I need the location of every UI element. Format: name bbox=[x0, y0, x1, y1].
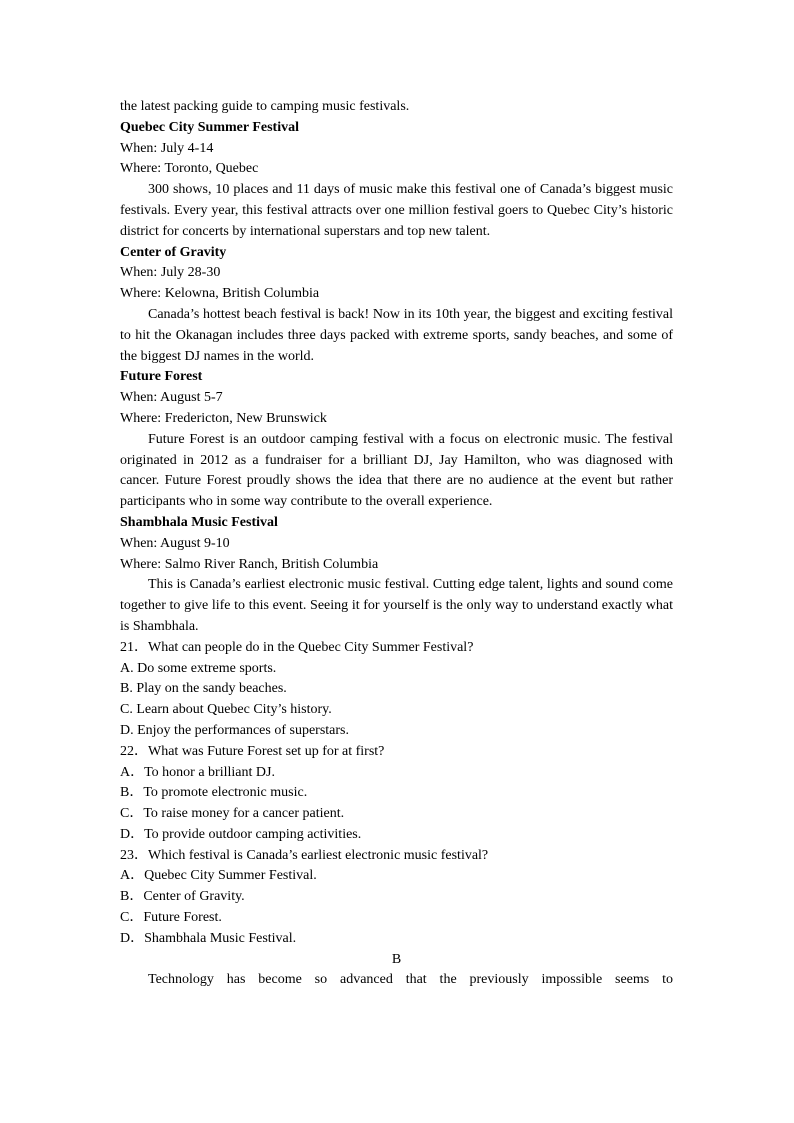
intro-line: the latest packing guide to camping music festivals. bbox=[120, 99, 410, 114]
festival-where: Where: Fredericton, New Brunswick bbox=[120, 410, 327, 426]
answer-option: C．Future Forest. bbox=[120, 910, 222, 926]
festival-when: When: August 9-10 bbox=[120, 535, 230, 551]
festival-where: Where: Toronto, Quebec bbox=[120, 161, 259, 177]
festival-title: Quebec City Summer Festival bbox=[120, 119, 299, 135]
festival-block bbox=[120, 513, 673, 638]
answer-option: A. Do some extreme sports. bbox=[120, 660, 277, 676]
festival-when: When: August 5-7 bbox=[120, 390, 223, 406]
answer-option: C. Learn about Quebec City’s history. bbox=[120, 702, 332, 718]
answer-option: D．To provide outdoor camping activities. bbox=[120, 826, 362, 842]
festival-block bbox=[120, 243, 673, 368]
answer-option: C．To raise money for a cancer patient. bbox=[120, 806, 345, 822]
question-stem: 22．What was Future Forest set up for at first? bbox=[120, 743, 385, 759]
festival-description: Canada’s hottest beach festival is back! Now in its 10th year, the biggest and exciting festival to hit the Okanagan includes three days packed with extreme sports, sandy beaches, and some of the biggest DJ names in the world. bbox=[120, 306, 673, 364]
question-stem: 21．What can people do in the Quebec City Summer Festival? bbox=[120, 639, 474, 655]
answer-option: A．Quebec City Summer Festival. bbox=[120, 868, 317, 884]
answer-option: D. Enjoy the performances of superstars. bbox=[120, 722, 349, 738]
festival-description: This is Canada’s earliest electronic music festival. Cutting edge talent, lights and sound come together to give life to this event. Seeing it for yourself is the only way to understand exactly what is Shambhala. bbox=[120, 577, 673, 634]
question-block bbox=[120, 638, 673, 742]
festival-title: Center of Gravity bbox=[120, 244, 227, 260]
festival-where: Where: Salmo River Ranch, British Columbia bbox=[120, 556, 379, 572]
question-stem: 23．Which festival is Canada’s earliest electronic music festival? bbox=[120, 847, 489, 863]
festival-block bbox=[120, 118, 673, 243]
festival-when: When: July 28-30 bbox=[120, 265, 221, 281]
question-block bbox=[120, 742, 673, 846]
answer-option: A．To honor a brilliant DJ. bbox=[120, 764, 275, 780]
answer-option: B. Play on the sandy beaches. bbox=[120, 681, 287, 697]
festival-title: Shambhala Music Festival bbox=[120, 514, 278, 530]
festival-description: Future Forest is an outdoor camping festival with a focus on electronic music. The festival originated in 2012 as a fundraiser for a brilliant DJ, Jay Hamilton, who was diagnosed with cancer. Future Forest proudly shows the idea that there are no audience at the event but rather participants who in some way contribute to the overall experience. bbox=[120, 431, 673, 510]
festival-title: Future Forest bbox=[120, 369, 203, 385]
festival-block bbox=[120, 367, 673, 513]
question-block bbox=[120, 846, 673, 950]
answer-option: B．Center of Gravity. bbox=[120, 889, 245, 905]
section-label: B bbox=[391, 951, 402, 967]
festival-where: Where: Kelowna, British Columbia bbox=[120, 286, 320, 302]
answer-option: D．Shambhala Music Festival. bbox=[120, 930, 297, 946]
festival-when: When: July 4-14 bbox=[120, 140, 214, 156]
festival-description: 300 shows, 10 places and 11 days of music make this festival one of Canada’s biggest music festivals. Every year, this festival attracts over one million festival goers to Quebec City’s historic district for concerts by international superstars and top new talent. bbox=[120, 182, 673, 239]
answer-option: B．To promote electronic music. bbox=[120, 785, 308, 801]
document-content bbox=[120, 97, 673, 991]
section-b-first-line: Technology has become so advanced that the previously impossible seems to bbox=[148, 972, 673, 988]
